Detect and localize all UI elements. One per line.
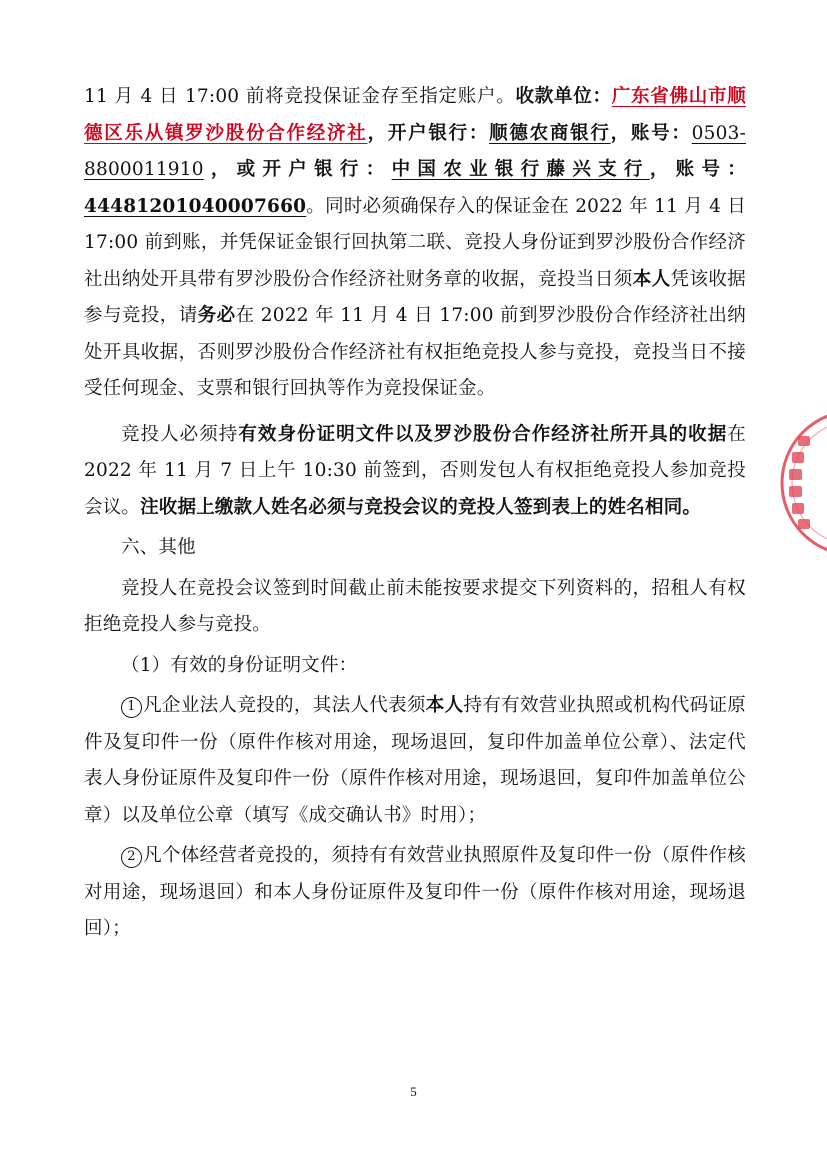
alt-account-number: 44481201040007660 xyxy=(84,195,307,217)
bank-name: 顺德农商银行 xyxy=(489,122,611,144)
account-label: ，账号： xyxy=(610,122,692,144)
section-heading xyxy=(84,530,746,567)
alt-account-label: ，账号： xyxy=(649,159,746,180)
text-run: 竞投人必须持 xyxy=(121,423,239,445)
text-run: （1）有效的身份证明文件： xyxy=(121,654,358,676)
text-run: 。同时必须确保存入的保证金在 2022 年 11 月 4 日 17:00 前到账，并凭保证金银行回执第二联、竞投人身份证到罗沙股份合作经济社出纳处开具带有罗沙股份合作经济社财务章的收据，竞投当日须 xyxy=(84,195,746,290)
page-number: 5 xyxy=(410,1084,417,1099)
text-run: 11 月 4 日 17:00 前将竞投保证金存至指定账户。 xyxy=(84,86,516,107)
text-run: 凭该收据参与竞投，请 xyxy=(84,268,746,326)
list-item xyxy=(84,688,746,834)
body-text xyxy=(84,79,746,948)
payee-label: 收款单位： xyxy=(515,86,612,107)
emphasis-text: 本人 xyxy=(632,268,671,290)
alt-bank-label: ，或开户银行： xyxy=(203,159,392,180)
payee-name: 广东省佛山市顺德区乐从镇罗沙股份合作经济社 xyxy=(84,86,746,144)
note-text: 注收据上缴款人姓名必须与竞投会议的竞投人签到表上的姓名相同。 xyxy=(140,496,702,518)
section-title: 六、其他 xyxy=(121,537,196,558)
text-run: 持有有效营业执照或机构代码证原件及复印件一份（原件作核对用途，现场退回，复印件加盖单位公章）、法定代表人身份证原件及复印件一份（原件作核对用途，现场退回，复印件加盖单位公章）以及单位公章（填写《成交确认书》时用）； xyxy=(84,695,746,826)
emphasis-text: 有效身份证明文件以及罗沙股份合作经济社所开具的收据 xyxy=(238,423,728,445)
list-item xyxy=(84,838,746,948)
list-heading xyxy=(84,648,746,685)
alt-bank-name: 中国农业银行藤兴支行 xyxy=(391,159,650,180)
bank-label: ，开户银行： xyxy=(367,122,490,144)
text-run: 在 2022 年 11 月 7 日上午 10:30 前签到，否则发包人有权拒绝竞投人参加竞投会议。 xyxy=(84,423,746,518)
seal-stamp xyxy=(776,404,827,562)
account-number: 0503-8800011910 xyxy=(84,122,746,180)
emphasis-text: 务必 xyxy=(197,305,236,326)
deposit-paragraph xyxy=(84,79,746,408)
emphasis-text: 本人 xyxy=(425,695,464,716)
text-run: 凡个体经营者竞投的，须持有有效营业执照原件及复印件一份（原件作核对用途，现场退回）和本人身份证原件及复印件一份（原件作核对用途，现场退回）； xyxy=(84,845,746,939)
text-run: 凡企业法人竞投的，其法人代表须 xyxy=(143,695,426,716)
circled-number: 1 xyxy=(121,697,142,718)
signin-paragraph xyxy=(84,417,746,527)
requirements-paragraph xyxy=(84,571,746,644)
text-run: 在 2022 年 11 月 4 日 17:00 前到罗沙股份合作经济社出纳处开具收据，否则罗沙股份合作经济社有权拒绝竞投人参与竞投，竞投当日不接受任何现金、支票和银行回执等作为竞投保证金。 xyxy=(84,305,746,399)
circled-number: 2 xyxy=(121,847,142,868)
seal-icon xyxy=(776,404,827,562)
text-run: 竞投人在竞投会议签到时间截止前未能按要求提交下列资料的，招租人有权拒绝竞投人参与竞投。 xyxy=(84,577,746,635)
